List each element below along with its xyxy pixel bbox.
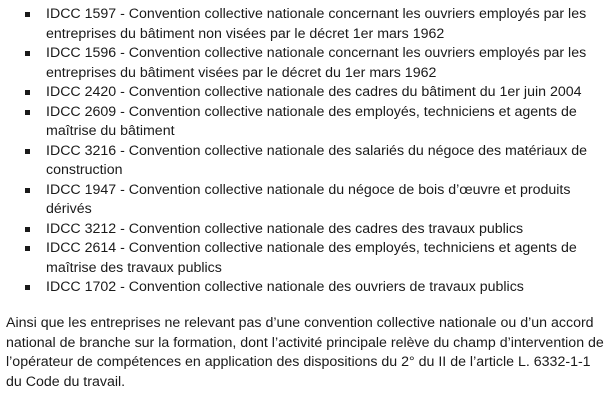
list-item	[0, 239, 614, 278]
list-item-text: IDCC 1597 - Convention collective nationale concernant les ouvriers employés par les entreprises du bâtiment non visées par le décret 1er mars 1962	[46, 6, 587, 42]
list-item	[0, 142, 614, 181]
list-item-text: IDCC 1596 - Convention collective nationale concernant les ouvriers employés par les entreprises du bâtiment visées par le décret du 1er mars 1962	[46, 45, 587, 81]
list-item-text: IDCC 3212 - Convention collective nationale des cadres des travaux publics	[46, 220, 524, 237]
list-item	[0, 220, 614, 240]
list-item	[0, 181, 614, 220]
idcc-list	[0, 5, 614, 298]
list-item	[0, 44, 614, 83]
bullet-icon	[25, 246, 30, 251]
list-item-text: IDCC 1947 - Convention collective nationale du négoce de bois d’œuvre et produits dérivés	[46, 181, 571, 217]
list-item	[0, 103, 614, 142]
list-item-text: IDCC 2614 - Convention collective nationale des employés, techniciens et agents de maîtrise des travaux publics	[46, 240, 577, 276]
list-item	[0, 83, 614, 103]
closing-paragraph: Ainsi que les entreprises ne relevant pas d’une convention collective nationale ou d’un accord national de branche sur la formation, dont l’activité principale relève du champ d’intervention de l’opérateur de compétences en application des dispositions du 2° du II de l’article L. 6332-1-1 du Code du travail.	[6, 315, 604, 390]
list-item	[0, 278, 614, 298]
bullet-icon	[25, 90, 30, 95]
bullet-icon	[25, 149, 30, 154]
list-item	[0, 5, 614, 44]
bullet-icon	[25, 12, 30, 17]
list-item-text: IDCC 2609 - Convention collective nationale des employés, techniciens et agents de maîtrise du bâtiment	[46, 103, 577, 139]
list-item-text: IDCC 3216 - Convention collective nationale des salariés du négoce des matériaux de construction	[46, 142, 588, 178]
bullet-icon	[25, 51, 30, 56]
list-item-text: IDCC 1702 - Convention collective nationale des ouvriers de travaux publics	[46, 279, 524, 295]
bullet-icon	[25, 188, 30, 193]
bullet-icon	[25, 110, 30, 115]
list-item-text: IDCC 2420 - Convention collective nationale des cadres du bâtiment du 1er juin 2004	[46, 84, 582, 100]
bullet-icon	[25, 227, 30, 232]
bullet-icon	[25, 285, 30, 290]
